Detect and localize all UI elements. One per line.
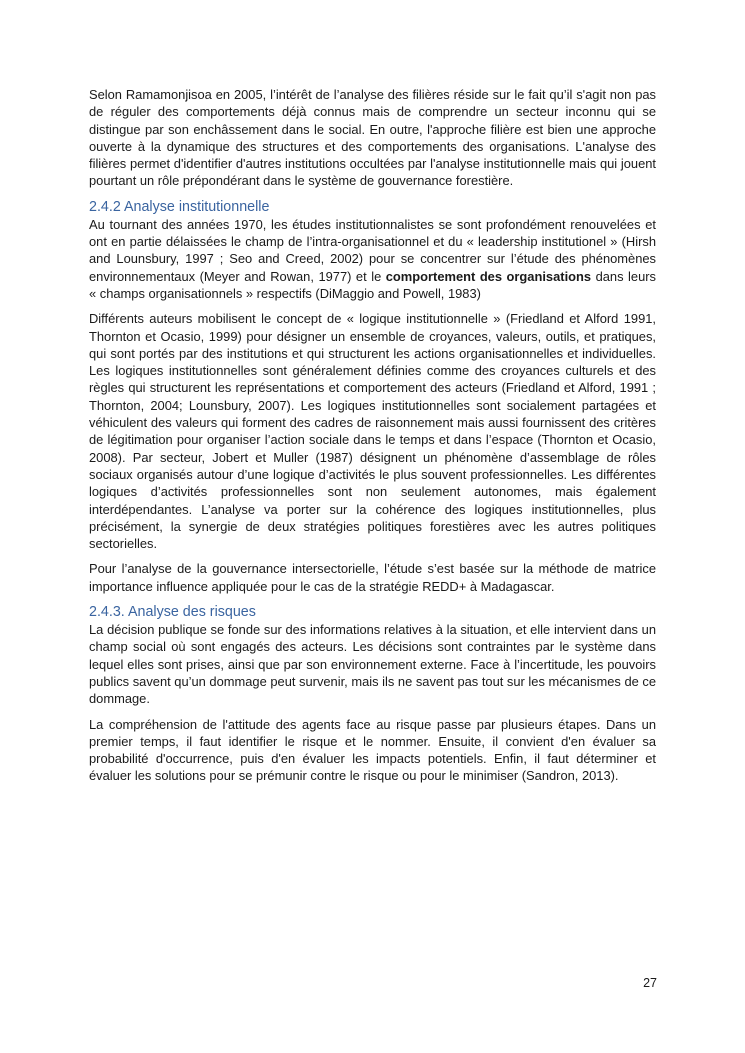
- paragraph-decision-publique: La décision publique se fonde sur des informations relatives à la situation, et elle intervient dans un champ social où sont engagés des acteurs. Les décisions sont contraintes par le système dans lequel elles sont prises, ainsi que par son environnement externe. Face à l’incertitude, les pouvoirs publics savent qu’un dommage peut survenir, mais ils ne savent pas tout sur les mécanismes de ce dommage.: [89, 622, 656, 707]
- heading-analyse-institutionnelle: 2.4.2 Analyse institutionnelle: [89, 198, 270, 215]
- paragraph-filieres: Selon Ramamonjisoa en 2005, l’intérêt de l’analyse des filières réside sur le fait qu’il s'agit non pas de réguler des comportements déjà connus mais de comprendre un secteur inconnu qui se distingue par son enchâssement dans le social. En outre, l'approche filière est bien une approche ouverte à la dynamique des structures et des comportements des organisations. L'analyse des filières permet d'identifier d'autres institutions occultées par l'analyse institutionnelle mais qui jouent pourtant un rôle prépondérant dans le système de gouvernance forestière.: [89, 87, 656, 189]
- page-number: 27: [643, 976, 657, 990]
- paragraph-text: dans leurs « champs organisationnels » respectifs (DiMaggio and Powell, 1983): [89, 268, 656, 301]
- paragraph-text: Au tournant des années 1970, les études institutionnalistes se sont profondément renouvelées et ont en partie délaissées le champ de l’intra-organisationnel et du « leadership institutionel » (Hirsh and Lounsbury, 1997 ; Seo and Creed, 2002) pour se concentrer sur l’étude des phénomènes environnementaux (Meyer and Rowan, 1977) et le: [89, 216, 656, 284]
- heading-analyse-risques: 2.4.3. Analyse des risques: [89, 604, 256, 621]
- paragraph-logique-institutionnelle: Différents auteurs mobilisent le concept de « logique institutionnelle » (Friedland et Alford 1991, Thornton et Ocasio, 1999) pour désigner un ensemble de croyances, valeurs, outils, et pratiques, qui sont portés par des institutions et qui structurent les actions organisationnelles et individuelles. Les logiques institutionnelles sont généralement définies comme des croyances culturels et des règles qui structurent les représentations et comportement des acteurs (Friedland et Alford, 1991 ; Thornton, 2004; Lounsbury, 2007). Les logiques institutionnelles sont socialement partagées et véhiculent des valeurs qui forment des cadres de raisonnement mais aussi fournissent des critères de légitimation pour organiser l’action sociale dans le temps et dans l’espace (Thornton et Ocasio, 2008). Par secteur, Jobert et Muller (1987) désignent un phénomène d’assemblage de rôles sociaux organisés autour d’une logique d’activités le plus souvent professionnelles. Les différentes logiques d’activités professionnelles sont non seulement autonomes, mais également interdépendantes. L’analyse va porter sur la cohérence des logiques institutionnelles, plus précisément, la synergie de deux stratégies politiques forestières avec les autres politiques sectorielles.: [89, 311, 656, 552]
- paragraph-institutionnalistes: [89, 216, 656, 302]
- paragraph-comprehension-risque: La compréhension de l'attitude des agents face au risque passe par plusieurs étapes. Dans un premier temps, il faut identifier le risque et le nommer. Ensuite, il convient d'en évaluer sa probabilité d'occurrence, puis d'en évaluer les impacts potentiels. Enfin, il faut déterminer et évaluer les solutions pour se prémunir contre le risque ou pour le minimiser (Sandron, 2013).: [89, 716, 656, 784]
- paragraph-gouvernance: Pour l’analyse de la gouvernance intersectorielle, l’étude s’est basée sur la méthode de matrice importance influence appliquée pour le cas de la stratégie REDD+ à Madagascar.: [89, 561, 656, 594]
- bold-phrase: comportement des organisations: [385, 268, 592, 284]
- document-body: [89, 86, 656, 785]
